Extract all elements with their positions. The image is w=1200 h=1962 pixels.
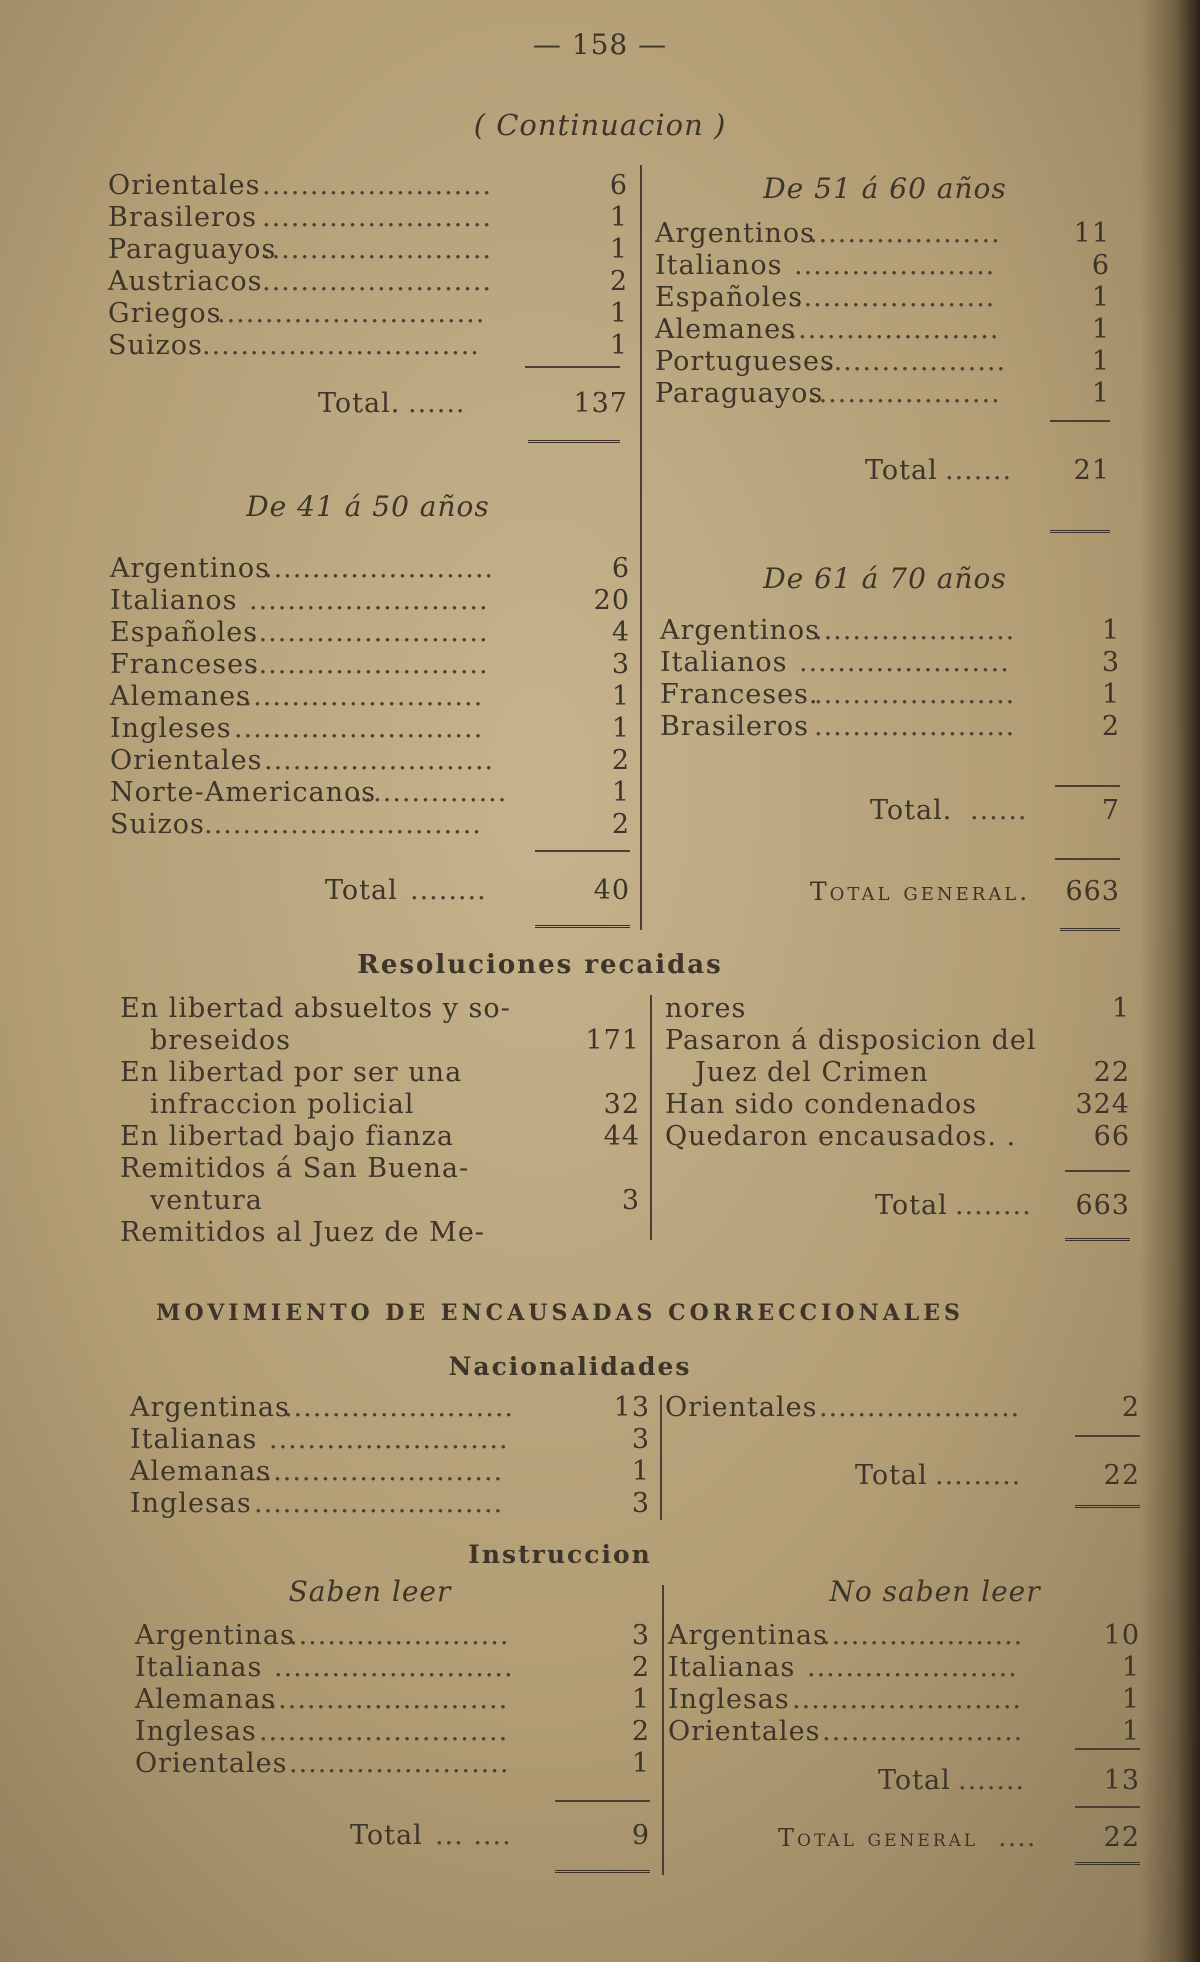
age-41-50-heading: De 41 á 50 años <box>246 490 490 523</box>
row-label: Españoles <box>110 617 259 648</box>
resolution-text: breseidos <box>150 1025 292 1056</box>
row-value: 3 <box>631 1424 650 1455</box>
top-left-total-row: Total. ...... 137 <box>318 388 628 419</box>
row-value: 10 <box>1103 1620 1140 1651</box>
table-row <box>135 1748 650 1780</box>
total-value: 40 <box>593 875 630 906</box>
table-row <box>110 617 630 649</box>
nacionalidades-title: Nacionalidades <box>448 1352 692 1381</box>
row-value: 1 <box>631 1456 650 1487</box>
resolution-value: 44 <box>603 1121 640 1152</box>
leader-dots: ........................ <box>262 170 492 201</box>
resoluciones-title: Resoluciones recaidas <box>357 950 723 980</box>
resolution-text: Remitidos á San Buena- <box>120 1153 470 1184</box>
resoluciones-left <box>120 993 640 1249</box>
movimiento-title: MOVIMIENTO DE ENCAUSADAS CORRECCIONALES <box>156 1300 964 1326</box>
leader-dots: .......................... <box>254 1456 504 1487</box>
rule <box>555 1800 650 1802</box>
top-left-table <box>108 170 628 362</box>
row-value: 1 <box>611 777 630 808</box>
resolution-text: Quedaron encausados. . <box>665 1121 1017 1152</box>
row-value: 1 <box>1091 378 1110 409</box>
row-label: Paraguayos <box>655 378 824 409</box>
resolution-text: Han sido condenados <box>665 1089 978 1120</box>
table-row <box>110 713 630 745</box>
leader-dots: ........................ <box>792 1684 1022 1715</box>
table-row <box>130 1488 650 1520</box>
table-row <box>655 218 1110 250</box>
leader-dots: ................... <box>824 346 1007 377</box>
row-label: Italianas <box>135 1652 263 1683</box>
row-label: Italianas <box>668 1652 796 1683</box>
total-value: 7 <box>1101 795 1120 826</box>
resolution-value: 324 <box>1075 1089 1130 1120</box>
rule <box>535 850 630 852</box>
row-value: 1 <box>1101 679 1120 710</box>
leader-dots: ........................ <box>284 1392 514 1423</box>
table-row <box>108 298 628 330</box>
total-label: Total <box>875 1190 948 1221</box>
total-label: Total <box>855 1460 928 1491</box>
row-label: Italianos <box>110 585 238 616</box>
row-label: Orientales <box>135 1748 288 1779</box>
resolution-line <box>120 1025 640 1057</box>
row-label: Italianos <box>655 250 783 281</box>
row-label: Italianos <box>660 647 788 678</box>
row-value: 6 <box>609 170 628 201</box>
resolution-text: nores <box>665 993 747 1024</box>
row-value: 2 <box>631 1652 650 1683</box>
leader-dots: .................... <box>809 218 1001 249</box>
total-general-label: Total general <box>778 1824 979 1852</box>
row-label: Austriacos <box>108 266 263 297</box>
row-label: Ingleses <box>110 713 232 744</box>
double-rule <box>1050 530 1110 536</box>
row-value: 2 <box>609 266 628 297</box>
instruccion-title: Instruccion <box>468 1540 652 1569</box>
table-row <box>130 1424 650 1456</box>
nacionalidades-total-row: Total ......... 22 <box>855 1460 1140 1491</box>
double-rule <box>535 925 630 931</box>
double-rule <box>528 440 620 446</box>
age-51-60-heading: De 51 á 60 años <box>763 172 1007 205</box>
row-label: Italianas <box>130 1424 258 1455</box>
resolution-line <box>665 1025 1130 1057</box>
row-value: 2 <box>611 745 630 776</box>
table-row <box>655 346 1110 378</box>
total-value: 663 <box>1075 1190 1130 1221</box>
resolution-text: En libertad por ser una <box>120 1057 463 1088</box>
table-row <box>668 1652 1140 1684</box>
total-general-value: 22 <box>1103 1822 1140 1853</box>
row-value: 1 <box>609 202 628 233</box>
leader-dots: .......................... <box>234 713 484 744</box>
resolution-line <box>120 1057 640 1089</box>
leader-dots: ...................... <box>807 1652 1018 1683</box>
table-row <box>110 809 630 841</box>
total-label: Total <box>878 1765 951 1796</box>
leader-dots: ...................... <box>799 647 1010 678</box>
resolution-text: En libertad bajo fianza <box>120 1121 454 1152</box>
leader-dots: ........................ <box>262 234 492 265</box>
row-label: Inglesas <box>668 1684 790 1715</box>
age-61-70-table <box>660 615 1120 743</box>
row-label: Inglesas <box>130 1488 252 1519</box>
table-row <box>108 234 628 266</box>
resolution-text: En libertad absueltos y so- <box>120 993 511 1024</box>
resolution-text: ventura <box>150 1185 263 1216</box>
row-value: 1 <box>1101 615 1120 646</box>
table-row <box>668 1684 1140 1716</box>
resolution-line <box>120 1089 640 1121</box>
nacionalidades-left <box>130 1392 650 1520</box>
resolution-line <box>665 1121 1130 1153</box>
resolution-line <box>120 1217 640 1249</box>
total-value: 137 <box>573 388 628 419</box>
column-divider <box>650 995 652 1240</box>
row-value: 3 <box>611 649 630 680</box>
resolution-line <box>120 993 640 1025</box>
double-rule <box>1060 928 1120 934</box>
leader-dots: ............................. <box>204 809 482 840</box>
row-value: 1 <box>609 330 628 361</box>
age-51-60-table <box>655 218 1110 410</box>
row-value: 2 <box>631 1716 650 1747</box>
row-label: Franceses <box>110 649 259 680</box>
row-value: 3 <box>631 1620 650 1651</box>
rule <box>1050 420 1110 422</box>
row-value: 2 <box>611 809 630 840</box>
rule <box>525 366 620 368</box>
leader-dots: ..................... <box>822 1620 1024 1651</box>
row-value: 1 <box>1091 346 1110 377</box>
row-value: 3 <box>631 1488 650 1519</box>
resolution-value: 32 <box>603 1089 640 1120</box>
column-divider <box>660 1395 662 1520</box>
row-label: Argentinas <box>130 1392 290 1423</box>
double-rule <box>1065 1238 1130 1244</box>
leader-dots: ........................ <box>264 553 494 584</box>
leader-dots: ........................ <box>262 202 492 233</box>
total-label: Total. <box>870 795 953 826</box>
leader-dots: ..................... <box>814 679 1016 710</box>
total-label: Total. <box>318 388 401 419</box>
rule <box>1075 1435 1140 1437</box>
resolution-line <box>665 1089 1130 1121</box>
rule <box>1055 785 1120 787</box>
leader-dots: .......................... <box>259 1716 509 1747</box>
row-value: 1 <box>1121 1652 1140 1683</box>
instruccion-total-general-row: Total general .... 22 <box>778 1822 1140 1853</box>
leader-dots: ............................. <box>202 330 480 361</box>
double-rule <box>1075 1862 1140 1868</box>
rule <box>1065 1170 1130 1172</box>
row-value: 20 <box>593 585 630 616</box>
row-label: Franceses. <box>660 679 819 710</box>
row-label: Argentinas <box>668 1620 828 1651</box>
row-label: Inglesas <box>135 1716 257 1747</box>
leader-dots: ..................... <box>794 282 996 313</box>
leader-dots: ..................... <box>794 250 996 281</box>
resolution-line <box>665 993 1130 1025</box>
row-label: Alemanes <box>110 681 252 712</box>
row-value: 1 <box>611 713 630 744</box>
row-value: 1 <box>1091 314 1110 345</box>
total-value: 22 <box>1103 1460 1140 1491</box>
row-value: 3 <box>1101 647 1120 678</box>
row-value: 1 <box>1121 1716 1140 1747</box>
age-41-50-table <box>110 553 630 841</box>
leader-dots: .......................... <box>254 1488 504 1519</box>
double-rule <box>1075 1505 1140 1511</box>
table-row <box>135 1716 650 1748</box>
saben-total-row: Total ... .... 9 <box>350 1820 650 1851</box>
no-saben-leer-heading: No saben leer <box>829 1575 1041 1608</box>
row-value: 6 <box>611 553 630 584</box>
leader-dots: ....................... <box>289 1620 510 1651</box>
table-row <box>135 1620 650 1652</box>
saben-leer-table <box>135 1620 650 1780</box>
resolution-text: Remitidos al Juez de Me- <box>120 1217 485 1248</box>
total-label: Total <box>325 875 398 906</box>
table-row <box>655 282 1110 314</box>
row-value: 1 <box>611 681 630 712</box>
resolution-value: 1 <box>1111 993 1130 1024</box>
no-saben-total-row: Total ....... 13 <box>878 1765 1140 1796</box>
table-row <box>110 777 630 809</box>
resolution-value: 66 <box>1093 1121 1130 1152</box>
column-divider <box>662 1585 664 1875</box>
resolution-line <box>120 1153 640 1185</box>
page-number: — 158 — <box>532 28 668 61</box>
row-value: 1 <box>631 1684 650 1715</box>
row-label: Alemanas <box>130 1456 272 1487</box>
table-row <box>655 378 1110 410</box>
table-row <box>110 745 630 777</box>
total-general-row <box>660 876 1120 908</box>
age-51-60-total-row: Total ....... 21 <box>865 455 1110 486</box>
table-row <box>108 170 628 202</box>
row-label: Norte-Americanos <box>110 777 377 808</box>
resolution-value: 3 <box>621 1185 640 1216</box>
table-row <box>130 1392 650 1424</box>
row-label: Suizos <box>108 330 203 361</box>
table-row <box>110 585 630 617</box>
rule <box>1055 858 1120 860</box>
saben-leer-heading: Saben leer <box>288 1575 452 1608</box>
leader-dots: ....................... <box>779 314 1000 345</box>
row-value: 6 <box>1091 250 1110 281</box>
row-value: 1 <box>609 298 628 329</box>
row-label: Orientales <box>665 1392 818 1423</box>
total-label: Total <box>350 1820 423 1851</box>
row-value: 1 <box>1091 282 1110 313</box>
leader-dots: ........................ <box>262 266 492 297</box>
total-value: 13 <box>1103 1765 1140 1796</box>
resolution-line <box>120 1185 640 1217</box>
table-row <box>110 649 630 681</box>
leader-dots: ................ <box>354 777 508 808</box>
resolution-line <box>665 1057 1130 1089</box>
leader-dots: .................... <box>809 378 1001 409</box>
row-label: Brasileros <box>108 202 257 233</box>
row-value: 2 <box>1101 711 1120 742</box>
age-41-50-total-row: Total ........ 40 <box>325 875 630 906</box>
table-row <box>130 1456 650 1488</box>
rule <box>1075 1748 1140 1750</box>
table-row <box>660 679 1120 711</box>
row-label: Griegos <box>108 298 222 329</box>
leader-dots: ..................... <box>819 1392 1021 1423</box>
resolution-value: 171 <box>585 1025 640 1056</box>
total-value: 9 <box>631 1820 650 1851</box>
rule <box>1075 1806 1140 1808</box>
total-label: Total <box>865 455 938 486</box>
table-row <box>108 202 628 234</box>
row-label: Portugueses <box>655 346 835 377</box>
resoluciones-right <box>665 993 1130 1153</box>
row-label: Argentinos <box>110 553 271 584</box>
table-row <box>110 553 630 585</box>
resolution-value: 22 <box>1093 1057 1130 1088</box>
nacionalidades-right <box>665 1392 1140 1424</box>
table-row <box>660 711 1120 743</box>
leader-dots: ....................... <box>289 1748 510 1779</box>
column-divider <box>640 165 642 930</box>
no-saben-leer-table <box>668 1620 1140 1748</box>
table-row <box>135 1652 650 1684</box>
leader-dots: ......................... <box>269 1424 509 1455</box>
leader-dots: ..................... <box>822 1716 1024 1747</box>
total-general-value: 663 <box>1065 876 1120 907</box>
table-row <box>660 615 1120 647</box>
table-row <box>655 314 1110 346</box>
leader-dots: ..................... <box>814 711 1016 742</box>
row-value: 13 <box>613 1392 650 1423</box>
table-row <box>668 1716 1140 1748</box>
leader-dots: ......................... <box>274 1652 514 1683</box>
leader-dots: ......................... <box>249 585 489 616</box>
row-label: Argentinos <box>655 218 816 249</box>
table-row <box>665 1392 1140 1424</box>
table-row <box>135 1684 650 1716</box>
row-label: Argentinos <box>660 615 821 646</box>
row-label: Alemanes <box>655 314 797 345</box>
row-value: 2 <box>1121 1392 1140 1423</box>
row-label: Orientales <box>668 1716 821 1747</box>
row-value: 1 <box>609 234 628 265</box>
row-value: 11 <box>1073 218 1110 249</box>
leader-dots: ......................... <box>249 649 489 680</box>
resolution-text: infraccion policial <box>150 1089 415 1120</box>
leader-dots: .......................... <box>259 1684 509 1715</box>
row-label: Españoles <box>655 282 804 313</box>
table-row <box>660 647 1120 679</box>
double-rule <box>555 1870 650 1876</box>
row-label: Orientales <box>108 170 261 201</box>
row-value: 1 <box>631 1748 650 1779</box>
table-row <box>108 330 628 362</box>
row-label: Paraguayos <box>108 234 277 265</box>
total-value: 21 <box>1073 455 1110 486</box>
resolution-text: Pasaron á disposicion del <box>665 1025 1037 1056</box>
table-row <box>655 250 1110 282</box>
age-61-70-heading: De 61 á 70 años <box>763 562 1007 595</box>
leader-dots: .......................... <box>234 681 484 712</box>
age-61-70-total-row: Total. ...... 7 <box>870 795 1120 826</box>
row-label: Argentinas <box>135 1620 295 1651</box>
leader-dots: ........................ <box>264 745 494 776</box>
resoluciones-total-row: Total ........ 663 <box>875 1190 1130 1221</box>
table-row <box>108 266 628 298</box>
row-label: Brasileros <box>660 711 809 742</box>
row-label: Alemanas <box>135 1684 277 1715</box>
row-value: 1 <box>1121 1684 1140 1715</box>
row-label: Suizos <box>110 809 205 840</box>
row-label: Orientales <box>110 745 263 776</box>
leader-dots: ......................... <box>249 617 489 648</box>
page-gutter-shadow <box>1140 0 1200 1962</box>
row-value: 4 <box>611 617 630 648</box>
resolution-line <box>120 1121 640 1153</box>
leader-dots: ..................... <box>814 615 1016 646</box>
table-row <box>110 681 630 713</box>
resolution-text: Juez del Crimen <box>695 1057 929 1088</box>
total-general-label: Total general. <box>810 877 1031 906</box>
table-row <box>668 1620 1140 1652</box>
leader-dots: ............................ <box>217 298 486 329</box>
continuation-heading: ( Continuacion ) <box>473 108 727 142</box>
